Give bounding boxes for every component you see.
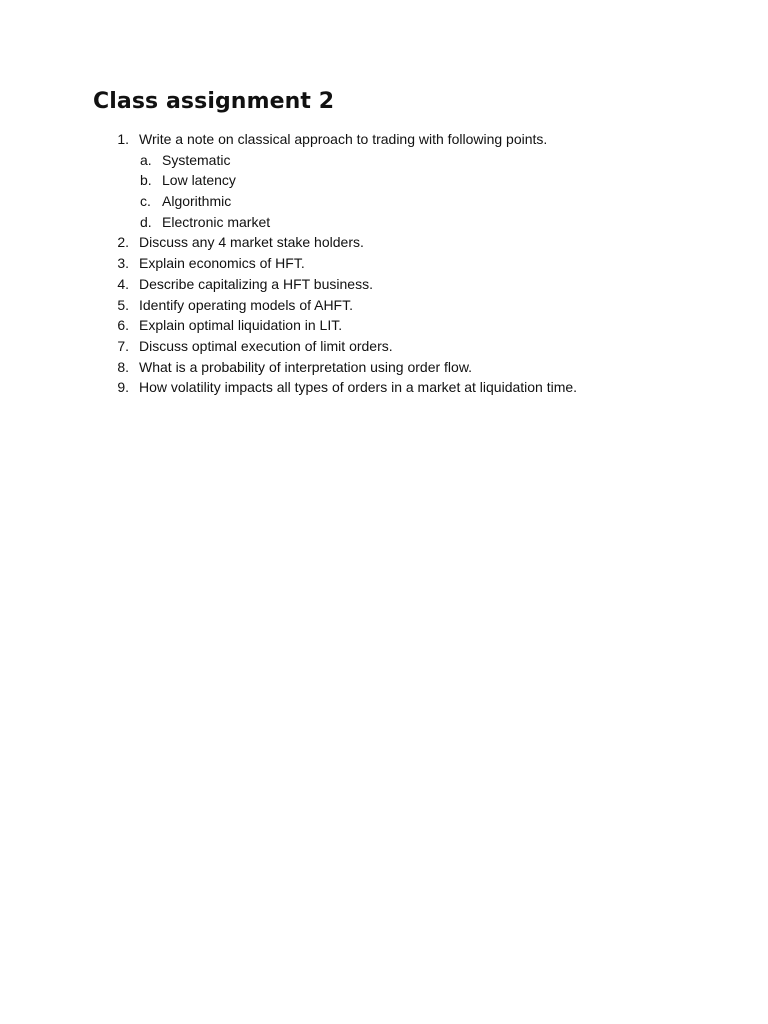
- subpoint-letter: c.: [140, 193, 151, 210]
- list-item-subpoint-d: [0, 212, 768, 233]
- list-item-question-1: [0, 129, 768, 150]
- question-text: Write a note on classical approach to trading with following points.: [139, 131, 548, 147]
- list-item-subpoint-c: [0, 191, 768, 212]
- list-item-question-7: [0, 336, 768, 357]
- question-number: 8.: [117, 358, 129, 375]
- question-text: Explain optimal liquidation in LIT.: [139, 317, 343, 334]
- question-text: Explain economics of HFT.: [139, 255, 305, 272]
- question-text: Describe capitalizing a HFT business.: [139, 275, 373, 292]
- list-item-question-4: [0, 274, 768, 295]
- question-number: 1.: [117, 131, 129, 147]
- question-text: Discuss any 4 market stake holders.: [139, 234, 364, 251]
- subpoint-text: Systematic: [162, 151, 231, 168]
- document-title: Class assignment 2: [93, 89, 335, 114]
- question-number: 7.: [117, 337, 129, 354]
- subpoint-letter: b.: [140, 172, 152, 189]
- list-item-question-8: [0, 357, 768, 378]
- question-number: 6.: [117, 317, 129, 334]
- list-item-question-6: [0, 315, 768, 336]
- list-item-question-9: [0, 377, 768, 398]
- question-number: 2.: [117, 234, 129, 251]
- subpoint-text: Low latency: [162, 172, 236, 189]
- question-number: 5.: [117, 296, 129, 313]
- list-item-question-3: [0, 253, 768, 274]
- question-number: 4.: [117, 275, 129, 292]
- list-item-subpoint-b: [0, 170, 768, 191]
- question-text: What is a probability of interpretation using order flow.: [139, 358, 473, 375]
- subpoint-letter: d.: [140, 213, 152, 230]
- question-text: Discuss optimal execution of limit orders.: [139, 337, 393, 354]
- question-list: [0, 129, 768, 398]
- subpoint-text: Algorithmic: [162, 193, 232, 210]
- list-item-question-5: [0, 295, 768, 316]
- question-number: 9.: [117, 379, 129, 396]
- subpoint-letter: a.: [140, 151, 152, 168]
- question-number: 3.: [117, 255, 129, 272]
- question-text: How volatility impacts all types of orders in a market at liquidation time.: [139, 379, 578, 396]
- question-text: Identify operating models of AHFT.: [139, 296, 353, 313]
- list-item-question-2: [0, 232, 768, 253]
- list-item-subpoint-a: [0, 150, 768, 171]
- subpoint-text: Electronic market: [162, 213, 271, 230]
